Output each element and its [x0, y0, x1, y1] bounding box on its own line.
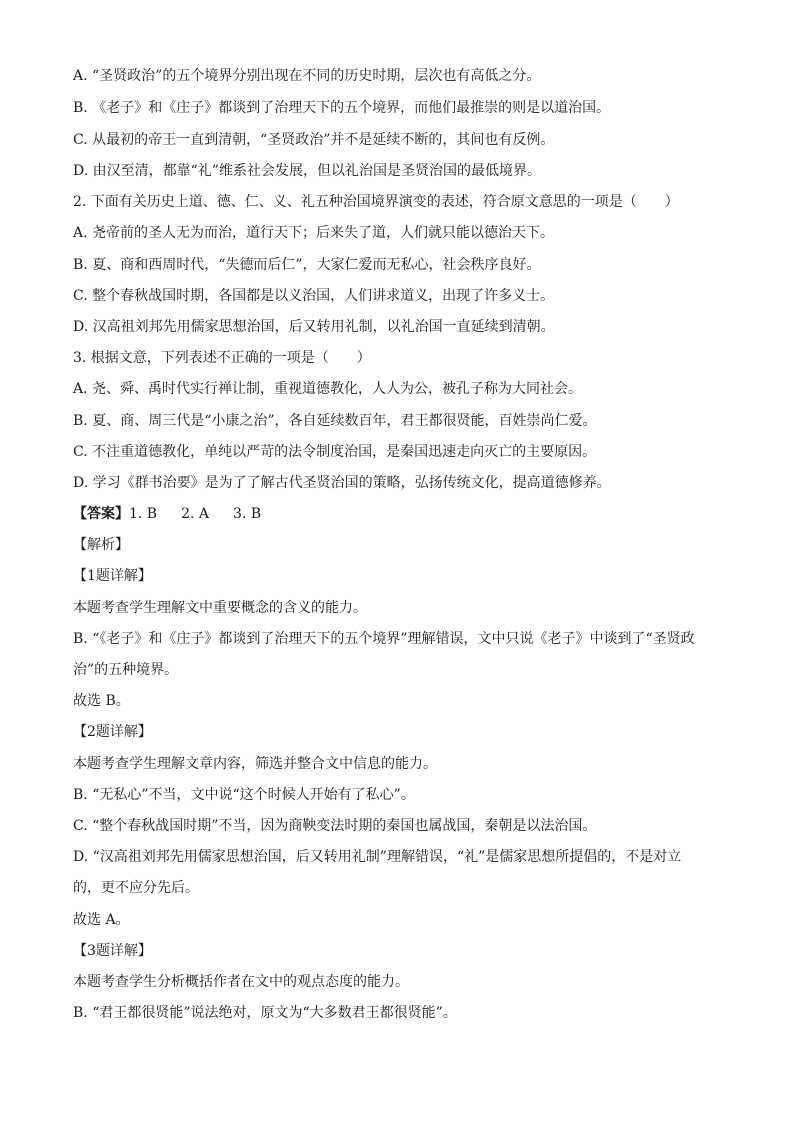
detail-2-d-line1: D. “汉高祖刘邦先用儒家思想治国，后又转用礼制”理解错误，“礼”是儒家思想所提倡的，不是对立: [73, 849, 682, 865]
answer-line: [73, 504, 733, 524]
q2-option-b: B. 夏、商和西周时代，“失德而后仁”，大家仁爱而无私心，社会秩序良好。: [73, 257, 541, 273]
q2-stem: 2. 下面有关历史上道、德、仁、义、礼五种治国境界演变的表述，符合原文意思的一项是（ ）: [73, 194, 679, 210]
analysis-label: 【解析】: [73, 537, 129, 553]
answer-3: 3. B: [233, 506, 262, 522]
q3-option-b: B. 夏、商、周三代是“小康之治”，各自延续数百年，君王都很贤能，百姓崇尚仁爱。: [73, 413, 597, 429]
detail-3-title: 【3题详解】: [73, 943, 152, 959]
detail-1-b-line1: B. “《老子》和《庄子》都谈到了治理天下的五个境界”理解错误，文中只说《老子》中谈到了“圣贤政: [73, 631, 695, 647]
detail-2-title: 【2题详解】: [73, 724, 152, 740]
q2-option-c: C. 整个春秋战国时期，各国都是以义治国，人们讲求道义，出现了许多义士。: [73, 288, 555, 304]
detail-1-conclusion: 故选 B。: [73, 693, 130, 709]
q3-option-c: C. 不注重道德教化，单纯以严苛的法令制度治国，是秦国迅速走向灭亡的主要原因。: [73, 444, 597, 460]
q3-option-d: D. 学习《群书治要》是为了了解古代圣贤治国的策略，弘扬传统文化，提高道德修养。: [73, 475, 611, 491]
q2-option-d: D. 汉高祖刘邦先用儒家思想治国，后又转用礼制，以礼治国一直延续到清朝。: [73, 319, 555, 335]
q3-stem: 3. 根据文意，下列表述不正确的一项是（ ）: [73, 350, 371, 366]
answer-2: 2. A: [181, 506, 210, 522]
q2-option-a: A. 尧帝前的圣人无为而治，道行天下；后来失了道，人们就只能以德治天下。: [73, 225, 555, 241]
q1-option-c: C. 从最初的帝王一直到清朝，“圣贤政治”并不是延续不断的，其间也有反例。: [73, 132, 555, 148]
q1-option-b: B. 《老子》和《庄子》都谈到了治理天下的五个境界，而他们最推崇的则是以道治国。: [73, 100, 611, 116]
detail-2-c: C. “整个春秋战国时期”不当，因为商鞅变法时期的秦国也属战国，秦朝是以法治国。: [73, 818, 597, 834]
q3-option-a: A. 尧、舜、禹时代实行禅让制，重视道德教化，人人为公，被孔子称为大同社会。: [73, 381, 583, 397]
detail-1-intro: 本题考查学生理解文中重要概念的含义的能力。: [73, 600, 367, 616]
detail-2-d-line2: 的，更不应分先后。: [73, 880, 199, 896]
detail-2-b: B. “无私心”不当，文中说“这个时候人开始有了私心”。: [73, 787, 415, 803]
q1-option-a: A. “圣贤政治”的五个境界分别出现在不同的历史时期，层次也有高低之分。: [73, 68, 541, 84]
detail-3-b: B. “君王都很贤能”说法绝对，原文为“大多数君王都很贤能”。: [73, 1005, 457, 1021]
detail-3-intro: 本题考查学生分析概括作者在文中的观点态度的能力。: [73, 974, 409, 990]
q1-option-d: D. 由汉至清，都靠“礼”维系社会发展，但以礼治国是圣贤治国的最低境界。: [73, 163, 541, 179]
detail-1-b-line2: 治”的五种境界。: [73, 662, 179, 678]
detail-2-intro: 本题考查学生理解文章内容，筛选并整合文中信息的能力。: [73, 756, 437, 772]
detail-1-title: 【1题详解】: [73, 568, 152, 584]
detail-2-conclusion: 故选 A。: [73, 912, 130, 928]
answer-1: 1. B: [129, 506, 158, 522]
answer-label: 【答案】: [73, 506, 129, 522]
